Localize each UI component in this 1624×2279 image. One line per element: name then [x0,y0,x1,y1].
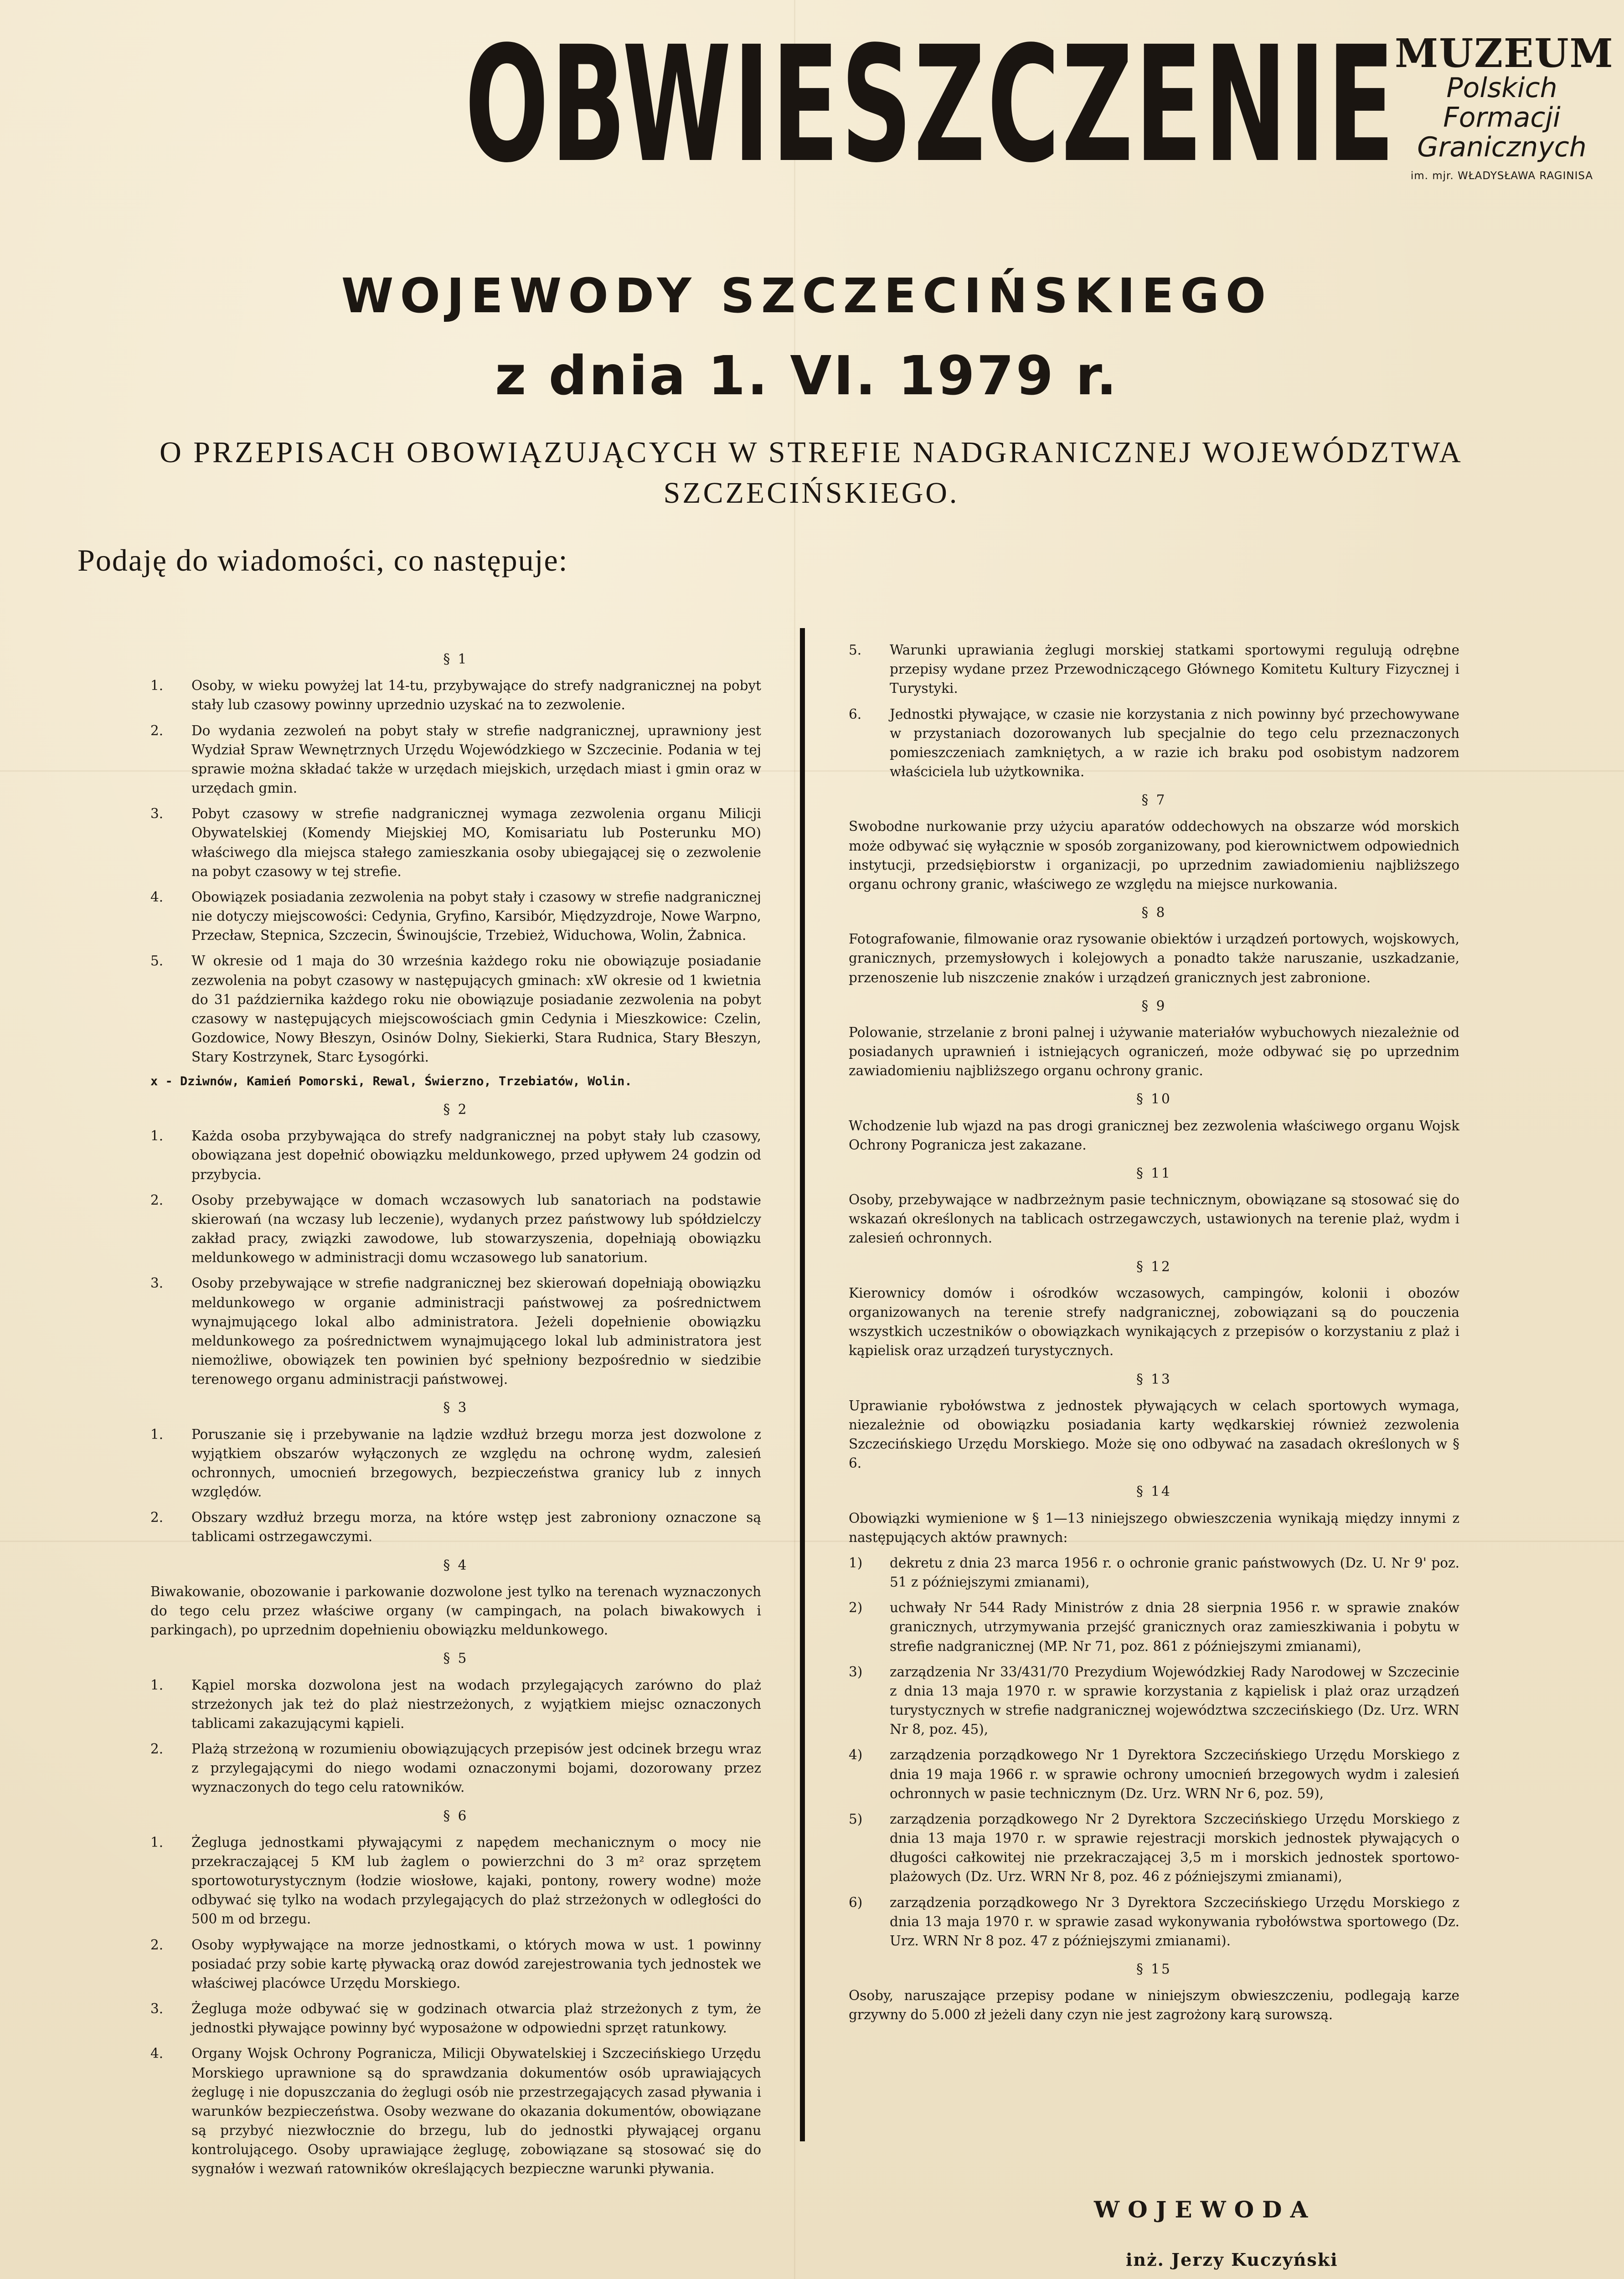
section-title: § 4 [443,1557,469,1573]
stamp-line: Formacji [1443,101,1561,134]
list-item [150,887,761,945]
intro-text: Podaję do wiadomości, co następuje: [77,543,568,577]
section-title: § 13 [1136,1371,1172,1387]
section-text: Obowiązki wymienione w § 1—13 niniejszego obwieszczenia wynikają między innymi z następujących aktów prawnych: [849,1510,1459,1545]
item-text: Plażą strzeżoną w rozumieniu obowiązujących przepisów jest odcinek brzegu wraz z przylegającymi do niego wodami oznaczonymi bojami, dozorowany przez wyznaczonych do tego celu ratowników. [191,1741,761,1795]
typed-footnote: x - Dziwnów, Kamień Pomorski, Rewal, Świerzno, Trzebiatów, Wolin. [150,1074,632,1089]
section-title: § 12 [1136,1258,1172,1274]
list-item [150,1739,761,1797]
section-title: § 10 [1136,1091,1172,1107]
section-text: Osoby, przebywające w nadbrzeżnym pasie technicznym, obowiązane są stosować się do wskazań określonych na tablicach ostrzegawczych, ustawionych na terenie plaż, wydm i zalesień ochronnych. [849,1192,1459,1246]
item-number: 2. [150,1192,164,1208]
item-text: Żegluga jednostkami pływającymi z napędem mechanicznym o mocy nie przekraczającej 5 KM lub żaglem o powierzchni do 3 m² oraz sprzętem sportowoturystycznym (łodzie wiosłowe, kajaki, pontony, rowery wodne) może odbywać się tylko na wodach przylegających do plaż strzeżonych w odległości do 500 m od brzegu. [191,1834,761,1927]
item-number: 3. [150,1275,164,1291]
item-number: 3) [849,1664,863,1680]
signature-title: WOJEWODA [1094,2196,1316,2223]
heading-line: O PRZEPISACH OBOWIĄZUJĄCYCH W STREFIE NADGRANICZNEJ WOJEWÓDZTWA [160,436,1463,469]
signature-name: inż. Jerzy Kuczyński [1126,2249,1338,2270]
list-item [150,1935,761,1993]
section-title: § 11 [1136,1165,1172,1181]
item-number: 5. [849,642,862,658]
section-text: Polowanie, strzelanie z broni palnej i używanie materiałów wybuchowych niezależnie od posiadanych uprawnień i istniejących ograniczeń, może odbywać się po uprzednim zawiadomieniu najbliższego organu ochrony granic. [849,1024,1459,1079]
museum-stamp [1395,31,1614,182]
column-divider [800,628,805,2141]
list-item [150,1425,761,1502]
section-title: § 2 [443,1102,469,1118]
heading-line: SZCZECIŃSKIEGO. [663,476,959,510]
item-text: Poruszanie się i przebywanie na lądzie wzdłuż brzegu morza jest dozwolone z wyjątkiem obszarów wyłączonych ze względu na ochronę wydm, zalesień ochronnych, umocnień brzegowych, bezpieczeństwa granicy lub z innych względów. [191,1426,761,1500]
section-text: Fotografowanie, filmowanie oraz rysowanie obiektów i urządzeń portowych, wojskowych, granicznych, przemysłowych i kolejowych a ponadto także naruszanie, uszkadzanie, przenoszenie lub niszczenie znaków i urządzeń granicznych jest zabronione. [849,931,1459,985]
item-number: 2. [150,1510,164,1526]
section-title: § 7 [1141,792,1167,808]
list-item [849,705,1459,782]
item-number: 3. [150,2001,164,2017]
item-text: Kąpiel morska dozwolona jest na wodach przylegających zarówno do plaż strzeżonych jak też do plaż niestrzeżonych, z wyjątkiem miejsc oznaczonych tablicami zakazującymi kąpieli. [191,1677,761,1731]
section-text: Biwakowanie, obozowanie i parkowanie dozwolone jest tylko na terenach wyznaczonych do tego celu przez właściwe organy (w campingach, na polach biwakowych i parkingach), po uprzednim dopełnieniu obowiązku meldunkowego. [150,1583,761,1638]
list-item [150,721,761,798]
item-number: 2. [150,1741,164,1757]
list-item [150,1126,761,1184]
item-number: 6. [849,706,862,722]
item-number: 1. [150,1834,164,1850]
item-text: dekretu z dnia 23 marca 1956 r. o ochronie granic państwowych (Dz. U. Nr 9' poz. 51 z późniejszymi zmianami), [890,1555,1459,1590]
item-number: 3. [150,806,164,822]
document-title: OBWIESZCZENIE [464,12,1397,198]
item-text: Organy Wojsk Ochrony Pogranicza, Milicji Obywatelskiej i Szczecińskiego Urzędu Morskiego uprawnione są do sprawdzania dokumentów osób uprawiających żeglugę i nie dopuszczania do żeglugi osób nie przestrzegających zasad pływania i warunków bezpieczeństwa. Osoby wezwane do okazania dokumentów, obowiązane są przybyć niezwłocznie do brzegu, lub do jednostki pływającej organu kontrolującego. Osoby uprawiające żeglugę, zobowiązane są stosować się do sygnałów i wezwań ratowników określających bezpieczne warunki pływania. [191,2046,761,2177]
list-item [150,2044,761,2178]
section-title: § 8 [1141,905,1167,921]
list-item [849,1745,1459,1803]
item-text: Jednostki pływające, w czasie nie korzystania z nich powinny być przechowywane w przystaniach dozorowanych lub specjalnie do tego celu przeznaczonych pomieszczeniach zamkniętych, a w razie ich braku pod osobistym nadzorem właściciela lub użytkownika. [890,706,1459,780]
list-item [150,676,761,714]
item-number: 1. [150,1426,164,1442]
item-number: 5) [849,1811,863,1827]
item-text: Osoby przebywające w strefie nadgranicznej bez skierowań dopełniają obowiązku meldunkowego w organie administracji państwowej za pośrednictwem wynajmującego lokal albo administratora. Jeżeli dopełnienie obowiązku meldunkowego za pośrednictwem wynajmującego lokal lub administratora jest niemożliwe, obowiązek ten powinien być spełniony bezpośrednio w siedzibie terenowego organu administracji państwowej. [191,1275,761,1387]
item-number: 2) [849,1600,863,1616]
item-number: 1. [150,1128,164,1144]
item-text: uchwały Nr 544 Rady Ministrów z dnia 28 sierpnia 1956 r. w sprawie znaków granicznych, utrzymywania przejść granicznych oraz zamieszkiwania i pobytu w strefie nadgranicznej (MP. Nr 71, poz. 861 z późniejszymi zmianami), [890,1600,1459,1654]
item-number: 4. [150,889,164,905]
item-text: Warunki uprawiania żeglugi morskiej statkami sportowymi regulują odrębne przepisy wydane przez Przewodniczącego Głównego Komitetu Kultury Fizycznej i Turystyki. [890,642,1459,696]
item-number: 1) [849,1555,863,1571]
stamp-line: Polskich [1446,72,1557,104]
item-number: 4. [150,2046,164,2062]
item-text: Do wydania zezwoleń na pobyt stały w strefie nadgranicznej, uprawniony jest Wydział Spraw Wewnętrznych Urzędu Wojewódzkiego w Szczecinie. Podania w tej sprawie można składać także w urzędach miejskich, urzędach miast i gmin oraz w urzędach gmin. [191,722,761,796]
stamp-line: MUZEUM [1395,31,1614,77]
item-number: 5. [150,953,164,969]
list-item [150,804,761,881]
item-text: W okresie od 1 maja do 30 września każdego roku nie obowiązuje posiadanie zezwolenia na pobyt czasowy w następujących gminach: xW okresie od 1 kwietnia do 31 października każdego roku nie obowiązuje posiadanie zezwolenia na pobyt czasowy w następujących miejscowościach gmin Cedynia i Mieszkowice: Czelin, Gozdowice, Nowy Błeszyn, Osinów Dolny, Siekierki, Stara Rudnica, Stary Błeszyn, Stary Kostrzynek, Starc Łysogórki. [191,953,761,1065]
section-text: Osoby, naruszające przepisy podane w niniejszym obwieszczeniu, podlegają karze grzywny do 5.000 zł jeżeli dany czyn nie jest zagrożony karą surowszą. [849,1988,1459,2023]
item-text: zarządzenia porządkowego Nr 1 Dyrektora Szczecińskiego Urzędu Morskiego z dnia 19 maja 1966 r. w sprawie ochrony umocnień brzegowych wydm i zalesień ochronnych w pasie technicznym (Dz. Urz. WRN Nr 6, poz. 59), [890,1747,1459,1801]
item-number: 2. [150,1937,164,1953]
item-number: 1. [150,678,164,694]
right-column [849,640,1459,2031]
section-text: Kierownicy domów i ośrodków wczasowych, campingów, kolonii i obozów organizowanych na terenie strefy nadgranicznej, zobowiązani są do pouczenia wszystkich uczestników o obowiązkach wynikających z przepisów o korzystaniu z plaż i kąpielisk oraz urządzeń turystycznych. [849,1285,1459,1359]
section-title: § 14 [1136,1484,1172,1500]
list-item [849,1893,1459,1951]
item-text: Osoby przebywające w domach wczasowych lub sanatoriach na podstawie skierowań (na wczasy lub leczenie), wydanych przez państwowy lub spółdzielczy zakład pracy, związki zawodowe, lub stowarzyszenia, dopełniają obowiązku meldunkowego w administracji domu wczasowego lub sanatorium. [191,1192,761,1266]
list-item [150,1833,761,1929]
item-number: 6) [849,1894,863,1910]
item-text: zarządzenia porządkowego Nr 3 Dyrektora Szczecińskiego Urzędu Morskiego z dnia 13 maja 1970 r. w sprawie zasad wykonywania rybołówstwa sportowego (Dz. Urz. WRN Nr 8 poz. 47 z późniejszymi zmianami). [890,1894,1459,1949]
item-text: Osoby, w wieku powyżej lat 14-tu, przybywające do strefy nadgranicznej na pobyt stały lub czasowy powinny uprzednio uzyskać na to zezwolenie. [191,678,761,713]
section-title: § 1 [443,651,469,667]
item-number: 1. [150,1677,164,1693]
list-item [849,1810,1459,1887]
item-text: Pobyt czasowy w strefie nadgranicznej wymaga zezwolenia organu Milicji Obywatelskiej (Komendy Miejskiej MO, Komisariatu lub Posterunku MO) właściwego dla miejsca stałego zamieszkania osoby ubiegającej się o zezwolenie na pobyt czasowy w tej strefie. [191,806,761,879]
document-date: z dnia 1. VI. 1979 r. [495,344,1119,407]
stamp-line: Granicznych [1417,131,1587,163]
document-heading [59,432,1563,513]
item-text: Obszary wzdłuż brzegu morza, na które wstęp jest zabroniony oznaczone są tablicami ostrzegawczymi. [191,1510,761,1545]
item-text: zarządzenia Nr 33/431/70 Prezydium Wojewódzkiej Rady Narodowej w Szczecinie z dnia 13 maja 1970 r. w sprawie korzystania z kąpielisk i plaż oraz urządzeń turystycznych w strefie nadgranicznej województwa szczecińskiego (Dz. Urz. WRN Nr 8, poz. 45), [890,1664,1459,1738]
item-text: Osoby wypływające na morze jednostkami, o których mowa w ust. 1 powinny posiadać przy sobie kartę pływacką oraz dowód zarejestrowania tych jednostek we właściwej placówce Urzędu Morskiego. [191,1937,761,1991]
list-item [849,1553,1459,1592]
item-text: Każda osoba przybywająca do strefy nadgranicznej na pobyt stały lub czasowy, obowiązana jest dopełnić obowiązku meldunkowego, przed upływem 24 godzin od przybycia. [191,1128,761,1182]
list-item [150,1191,761,1268]
item-text: Żegluga może odbywać się w godzinach otwarcia plaż strzeżonych z tym, że jednostki pływające powinny być wyposażone w odpowiedni sprzęt ratunkowy. [191,2001,761,2036]
list-item [849,640,1459,698]
item-number: 2. [150,722,164,738]
stamp-line: im. mjr. WŁADYSŁAWA RAGINISA [1410,170,1593,182]
list-item [150,1999,761,2037]
list-item [150,1508,761,1546]
item-text: zarządzenia porządkowego Nr 2 Dyrektora Szczecińskiego Urzędu Morskiego z dnia 13 maja 1970 r. w sprawie rejestracji morskich jednostek pływających o długości całkowitej nie przekraczającej 3,5 m i morskich jednostek sportowo-plażowych (Dz. Urz. WRN Nr 8, poz. 46 z późniejszymi zmianami), [890,1811,1459,1885]
item-text: Obowiązek posiadania zezwolenia na pobyt stały i czasowy w strefie nadgranicznej nie dotyczy miejscowości: Cedynia, Gryfino, Karsibór, Międzyzdroje, Nowe Warpno, Przecław, Stepnica, Szczecin, Świnoujście, Trzebież, Widuchowa, Wolin, Żabnica. [191,889,761,944]
section-text: Swobodne nurkowanie przy użyciu aparatów oddechowych na obszarze wód morskich może odbywać się wyłącznie w sposób zorganizowany, pod kierownictwem odpowiednich instytucji, przedsiębiorstw i organizacji, po uprzednim zawiadomieniu najbliższego organu ochrony granic, właściwego ze względu na miejsce nurkowania. [849,819,1459,892]
section-text: Uprawianie rybołówstwa z jednostek pływających w celach sportowych wymaga, niezależnie od obowiązku posiadania karty wędkarskiej również zezwolenia Szczecińskiego Urzędu Morskiego. Może się ono odbywać na zasadach określonych w § 6. [849,1397,1459,1471]
document-subtitle: WOJEWODY SZCZECIŃSKIEGO [341,268,1273,324]
section-title: § 3 [443,1400,469,1416]
section-title: § 9 [1141,998,1167,1014]
list-item [150,1274,761,1389]
list-item [849,1662,1459,1739]
list-item [849,1598,1459,1656]
section-text: Wchodzenie lub wjazd na pas drogi granicznej bez zezwolenia właściwego organu Wojsk Ochrony Pogranicza jest zakazane. [849,1118,1459,1153]
left-column [150,640,761,2185]
paper-fold-vertical [794,0,795,2279]
item-number: 4) [849,1747,863,1763]
section-title: § 6 [443,1808,469,1824]
section-title: § 5 [443,1650,469,1666]
list-item [150,1676,761,1733]
list-item [150,951,761,1067]
section-title: § 15 [1136,1961,1172,1977]
